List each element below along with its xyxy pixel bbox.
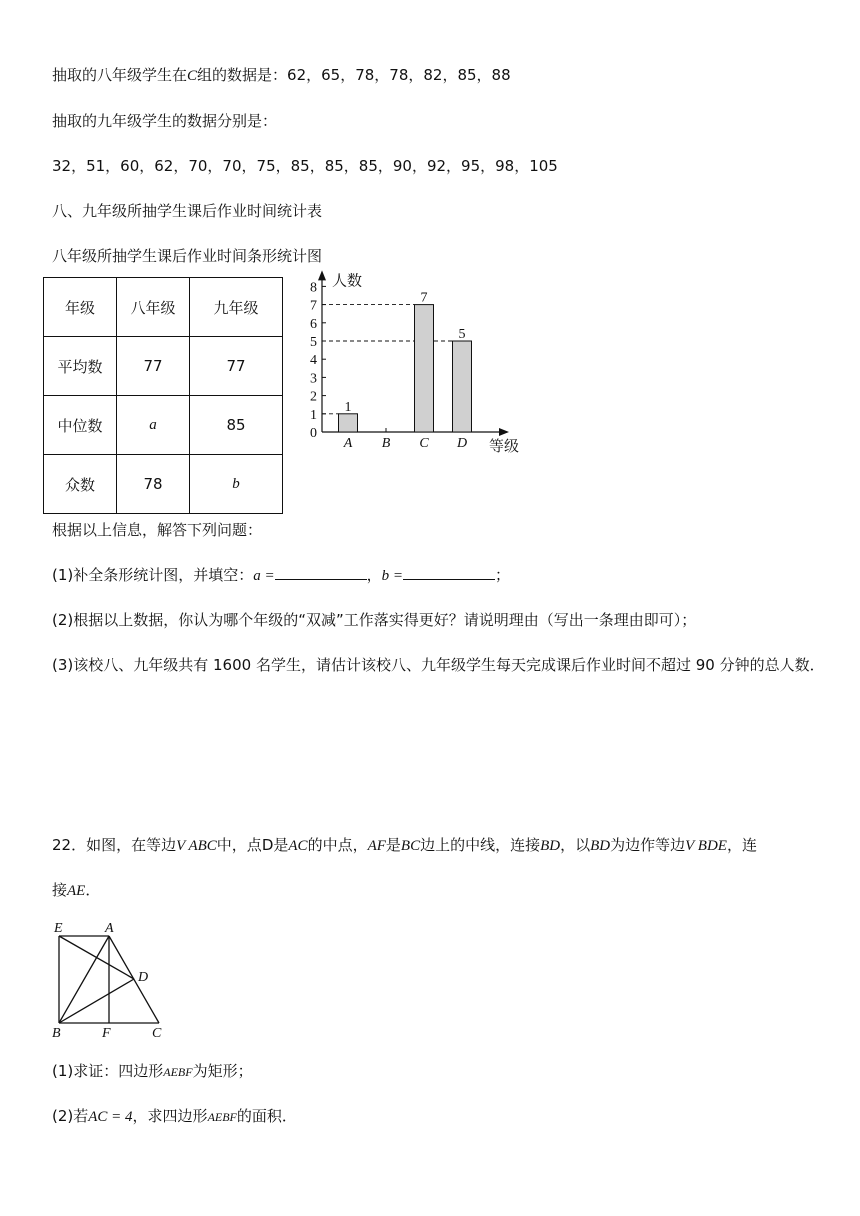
y-tick-label: 5 xyxy=(310,335,317,350)
grade9-data-label: 抽取的九年级学生的数据分别是： xyxy=(52,112,278,130)
q22-part-2: (2)若AC = 4，求四边形AEBF的面积． xyxy=(52,1107,297,1125)
segment-ed xyxy=(59,936,134,979)
data-label: 5 xyxy=(458,327,466,342)
q22-statement-line2: 接AE． xyxy=(52,881,101,899)
table-row xyxy=(44,337,283,396)
y-axis-arrow xyxy=(318,270,326,280)
segment-bd xyxy=(59,979,134,1023)
table-cell: 78 xyxy=(117,455,190,514)
q22-statement-line1: 22．如图，在等边V ABC中，点D是AC的中点，AF是BC边上的中线，连接BD，以BD为边作等边V BDE，连 xyxy=(52,836,757,854)
x-axis-arrow xyxy=(499,428,509,436)
answer-blank-a[interactable] xyxy=(275,565,367,580)
bar-d xyxy=(453,341,472,432)
part-2-question: (2)根据以上数据，你认为哪个年级的“双减”工作落实得更好？请说明理由（写出一条理由即可）； xyxy=(52,611,697,629)
table-cell: 77 xyxy=(190,337,283,396)
bar-c xyxy=(415,305,434,432)
part-1-question: (1)补全条形统计图，并填空：a = ，b = ； xyxy=(52,566,511,584)
label-e: E xyxy=(54,921,63,936)
bar-chart xyxy=(300,262,530,462)
x-tick-label: D xyxy=(456,436,468,451)
table-cell: 77 xyxy=(117,337,190,396)
grade8-c-group-data: 抽取的八年级学生在C组的数据是：62，65，78，78，82，85，88 xyxy=(52,66,511,84)
grade9-data-values: 32，51，60，62，70，70，75，85，85，85，90，92，95，98，105 xyxy=(52,157,558,175)
y-tick-label: 6 xyxy=(310,316,317,332)
table-cell: 85 xyxy=(190,396,283,455)
y-tick-label: 8 xyxy=(310,280,317,296)
label-b: B xyxy=(52,1026,61,1041)
table-header-row xyxy=(44,278,283,337)
label-c: C xyxy=(152,1026,162,1041)
x-tick-label: A xyxy=(343,436,353,451)
table-row xyxy=(44,396,283,455)
table-header-cell: 九年级 xyxy=(190,278,283,337)
answer-blank-b[interactable] xyxy=(403,565,495,580)
label-a: A xyxy=(105,921,114,936)
label-d: D xyxy=(138,970,149,985)
data-label: 1 xyxy=(344,399,352,415)
y-axis-label: 人数 xyxy=(332,273,363,290)
table-cell: 众数 xyxy=(44,455,117,514)
x-tick-label: B xyxy=(381,436,391,451)
data-label: 7 xyxy=(420,290,428,306)
instructions: 根据以上信息，解答下列问题： xyxy=(52,521,263,539)
x-tick-label: C xyxy=(419,436,429,451)
q22-part-1: (1)求证：四边形AEBF为矩形； xyxy=(52,1062,253,1080)
table-cell: a xyxy=(117,396,190,455)
y-tick-label: 0 xyxy=(310,426,317,441)
table-row xyxy=(44,455,283,514)
y-tick-label: 3 xyxy=(310,371,317,387)
table-title: 八、九年级所抽学生课后作业时间统计表 xyxy=(52,202,323,220)
y-tick-label: 4 xyxy=(310,353,317,369)
table-cell: b xyxy=(190,455,283,514)
y-tick-label: 1 xyxy=(310,407,317,423)
bar-a xyxy=(339,414,358,432)
segment-ab xyxy=(59,936,109,1023)
chart-title: 八年级所抽学生课后作业时间条形统计图 xyxy=(52,247,323,265)
part-3-question: (3)该校八、九年级共有 1600 名学生，请估计该校八、九年级学生每天完成课后作业时间不超过 90 分钟的总人数． xyxy=(52,656,825,674)
y-tick-label: 7 xyxy=(310,298,317,314)
y-tick-label: 2 xyxy=(310,389,317,405)
table-cell: 中位数 xyxy=(44,396,117,455)
geometry-figure xyxy=(48,918,178,1043)
statistics-table xyxy=(43,277,283,514)
table-cell: 平均数 xyxy=(44,337,117,396)
x-axis-label: 等级 xyxy=(489,439,520,455)
table-header-cell: 八年级 xyxy=(117,278,190,337)
table-header-cell: 年级 xyxy=(44,278,117,337)
label-f: F xyxy=(102,1026,111,1041)
